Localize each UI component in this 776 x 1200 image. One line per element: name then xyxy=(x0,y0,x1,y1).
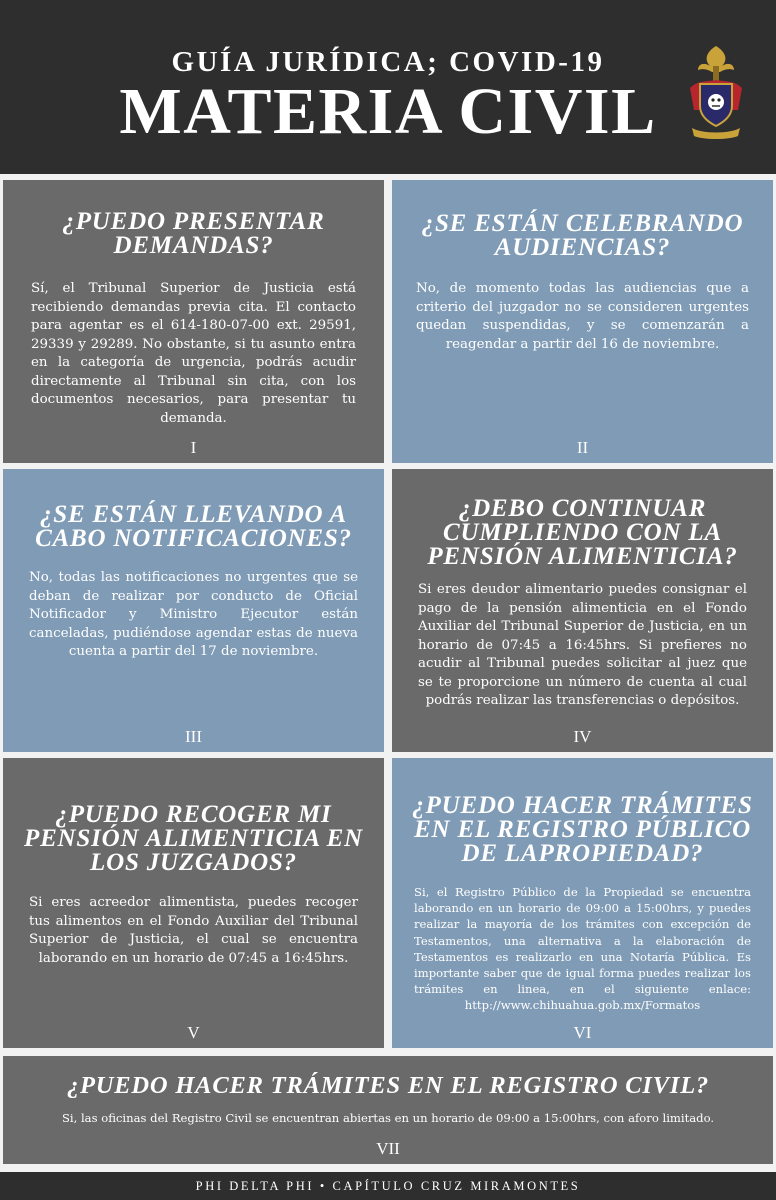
faq-card-notificaciones xyxy=(3,469,384,752)
faq-card-pension xyxy=(392,469,773,752)
faq-card-demandas xyxy=(3,180,384,463)
card-numeral: I xyxy=(190,438,197,457)
card-answer: Si eres acreedor alimentista, puedes recoger tus alimentos en el Fondo Auxiliar del Tribunal Superior de Justicia, el cual se encuentra laborando en un horario de 07:45 a 16:45hrs. xyxy=(29,895,358,966)
card-question: ¿SE ESTÁN LLEVANDO A CABO NOTIFICACIONES? xyxy=(35,501,352,552)
card-numeral: VII xyxy=(376,1139,400,1158)
faq-card-recoger-pension xyxy=(3,758,384,1048)
faq-card-audiencias xyxy=(392,180,773,463)
fraternity-crest-icon xyxy=(684,44,748,140)
card-answer: Si eres deudor alimentario puedes consignar el pago de la pensión alimenticia en el Fondo Auxiliar del Tribunal Superior de Justicia, en un horario de 07:45 a 16:45hrs. Si prefieres no acudir al Tribunal puedes solicitar al juez que se te proporcione un número de cuenta al cual podrás realizar las transferencias o depósitos. xyxy=(418,582,747,708)
footer-banner xyxy=(0,1172,776,1200)
card-numeral: VI xyxy=(573,1023,592,1042)
card-numeral: III xyxy=(185,727,202,746)
card-numeral: II xyxy=(576,438,589,457)
card-numeral: IV xyxy=(573,727,592,746)
card-question: ¿PUEDO PRESENTAR DEMANDAS? xyxy=(62,208,325,259)
footer-text: PHI DELTA PHI • CAPÍTULO CRUZ MIRAMONTES xyxy=(195,1179,581,1193)
faq-card-registro-civil xyxy=(3,1056,773,1164)
header-subtitle: GUÍA JURÍDICA; COVID-19 xyxy=(171,46,605,78)
card-question: ¿PUEDO HACER TRÁMITES EN EL REGISTRO CIVIL? xyxy=(66,1072,710,1099)
header-banner xyxy=(0,0,776,174)
card-numeral: V xyxy=(187,1023,200,1042)
page-title: MATERIA CIVIL xyxy=(119,75,657,148)
card-question: ¿SE ESTÁN CELEBRANDO AUDIENCIAS? xyxy=(421,210,744,261)
faq-card-registro-publico xyxy=(392,758,773,1048)
card-answer: No, de momento todas las audiencias que a criterio del juzgador no se consideren urgentes quedan suspendidas, y se comenzarán a reagendar a partir del 16 de noviembre. xyxy=(416,281,749,352)
card-question: ¿PUEDO HACER TRÁMITES EN EL REGISTRO PÚBLICO DE LAPROPIEDAD? xyxy=(412,792,753,867)
card-answer: Si, las oficinas del Registro Civil se encuentran abiertas en un horario de 09:00 a 15:00hrs, con aforo limitado. xyxy=(61,1111,715,1125)
card-question: ¿PUEDO RECOGER MI PENSIÓN ALIMENTICIA EN LOS JUZGADOS? xyxy=(24,801,363,876)
card-answer: Si, el Registro Público de la Propiedad se encuentra laborando en un horario de 09:00 a 15:00hrs, y puedes realizar la mayoría de los trámites con excepción de Testamentos, una alternativa a la elaboración de Testamentos es realizarlo en una Notaría Pública. Es importante saber que de igual forma puedes realizar los trámites en linea, en el siguiente enlace: http://www.chihuahua.gob.mx/Formatos xyxy=(414,885,751,1013)
card-answer: No, todas las notificaciones no urgentes que se deban de realizar por conducto de Oficial Notificador y Ministro Ejecutor están canceladas, pudiéndose agendar estas de nueva cuenta a partir del 17 de noviembre. xyxy=(29,570,358,659)
card-question: ¿DEBO CONTINUAR CUMPLIENDO CON LA PENSIÓN ALIMENTICIA? xyxy=(427,495,738,570)
card-answer: Sí, el Tribunal Superior de Justicia está recibiendo demandas previa cita. El contacto para agentar es el 614-180-07-00 ext. 29591, 29339 y 29289. No obstante, si tu asunto entra en la categoría de urgencia, podrás acudir directamente al Tribunal sin cita, con los documentos necesarios, para presentar tu demanda. xyxy=(31,281,356,426)
